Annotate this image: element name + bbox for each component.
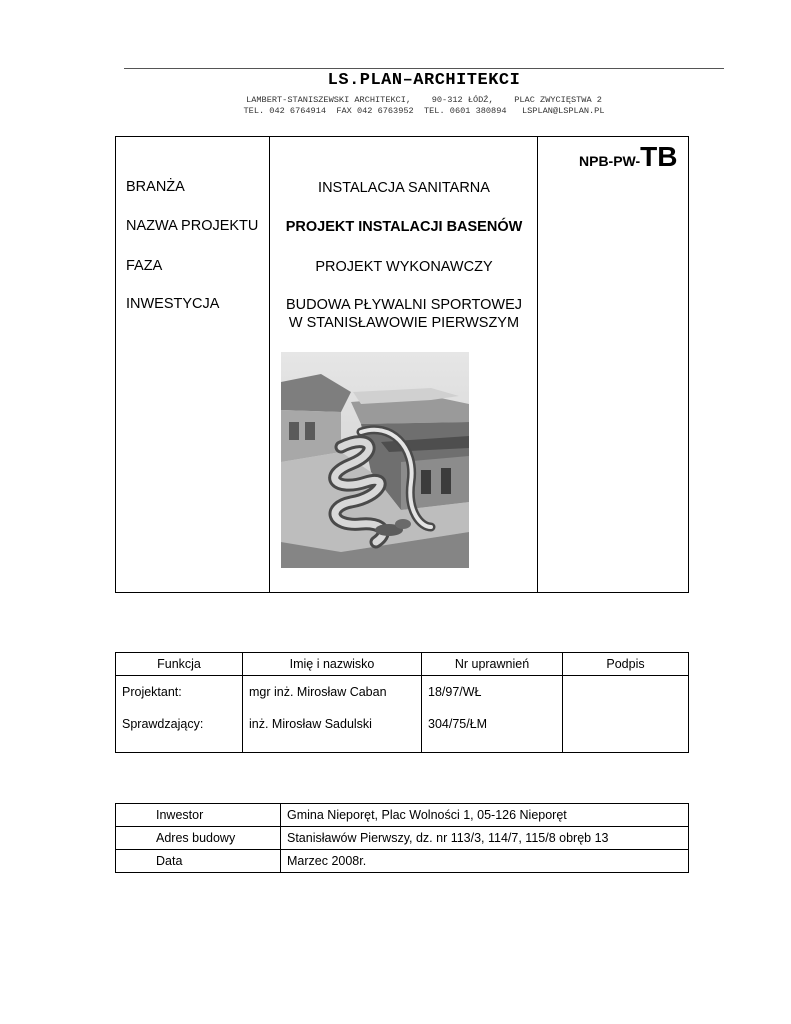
column-header: Funkcja (116, 653, 243, 676)
firm-contacts: TEL. 042 6764914 FAX 042 6763952 TEL. 0601 380894 LSPLAN@LSPLAN.PL (243, 106, 605, 116)
building-rendering-image (281, 352, 469, 568)
info-label: Adres budowy (116, 827, 281, 850)
info-value: Stanisławów Pierwszy, dz. nr 113/3, 114/7, 115/8 obręb 13 (281, 827, 689, 850)
info-label: Inwestor (116, 804, 281, 827)
signature-cell (563, 676, 689, 753)
info-label: Data (116, 850, 281, 873)
column-header: Podpis (563, 653, 689, 676)
project-info-table (115, 803, 689, 873)
label-inwestycja: INWESTYCJA (126, 296, 220, 312)
name-cell (243, 676, 422, 753)
value-branza: INSTALACJA SANITARNA (318, 180, 490, 196)
column-header: Nr uprawnień (422, 653, 563, 676)
header-rule (124, 68, 724, 69)
license-checker: 304/75/ŁM (428, 717, 488, 731)
column-header: Imię i nazwisko (243, 653, 422, 676)
function-cell (116, 676, 243, 753)
code-suffix: TB (640, 141, 678, 172)
code-prefix: NPB-PW- (579, 153, 641, 169)
value-nazwa-projektu: PROJEKT INSTALACJI BASENÓW (285, 219, 523, 235)
name-designer: mgr inż. Mirosław Caban (249, 685, 387, 699)
function-designer: Projektant: (122, 685, 182, 699)
drawing-code (579, 141, 677, 173)
license-designer: 18/97/WŁ (428, 685, 482, 699)
firm-address: LAMBERT-STANISZEWSKI ARCHITEKCI, 90-312 ŁÓDŹ, PLAC ZWYCIĘSTWA 2 (246, 95, 602, 105)
name-checker: inż. Mirosław Sadulski (249, 717, 372, 731)
table-row (116, 804, 689, 827)
firm-name: LS.PLAN–ARCHITEKCI (327, 71, 521, 90)
divider (269, 137, 270, 592)
info-value: Gmina Nieporęt, Plac Wolności 1, 05-126 Nieporęt (281, 804, 689, 827)
label-faza: FAZA (126, 258, 163, 274)
value-inwestycja-line2: W STANISŁAWOWIE PIERWSZYM (288, 315, 520, 331)
value-inwestycja (272, 296, 536, 332)
table-row (116, 850, 689, 873)
title-block (115, 136, 689, 593)
license-cell (422, 676, 563, 753)
table-header-row (116, 653, 689, 676)
signatures-table (115, 652, 689, 753)
divider (537, 137, 538, 592)
table-row (116, 827, 689, 850)
value-faza: PROJEKT WYKONAWCZY (315, 259, 493, 275)
table-row (116, 676, 689, 753)
label-nazwa-projektu: NAZWA PROJEKTU (126, 218, 259, 234)
function-checker: Sprawdzający: (122, 717, 204, 731)
label-branza: BRANŻA (126, 179, 185, 195)
info-value: Marzec 2008r. (281, 850, 689, 873)
value-inwestycja-line1: BUDOWA PŁYWALNI SPORTOWEJ (285, 297, 523, 313)
